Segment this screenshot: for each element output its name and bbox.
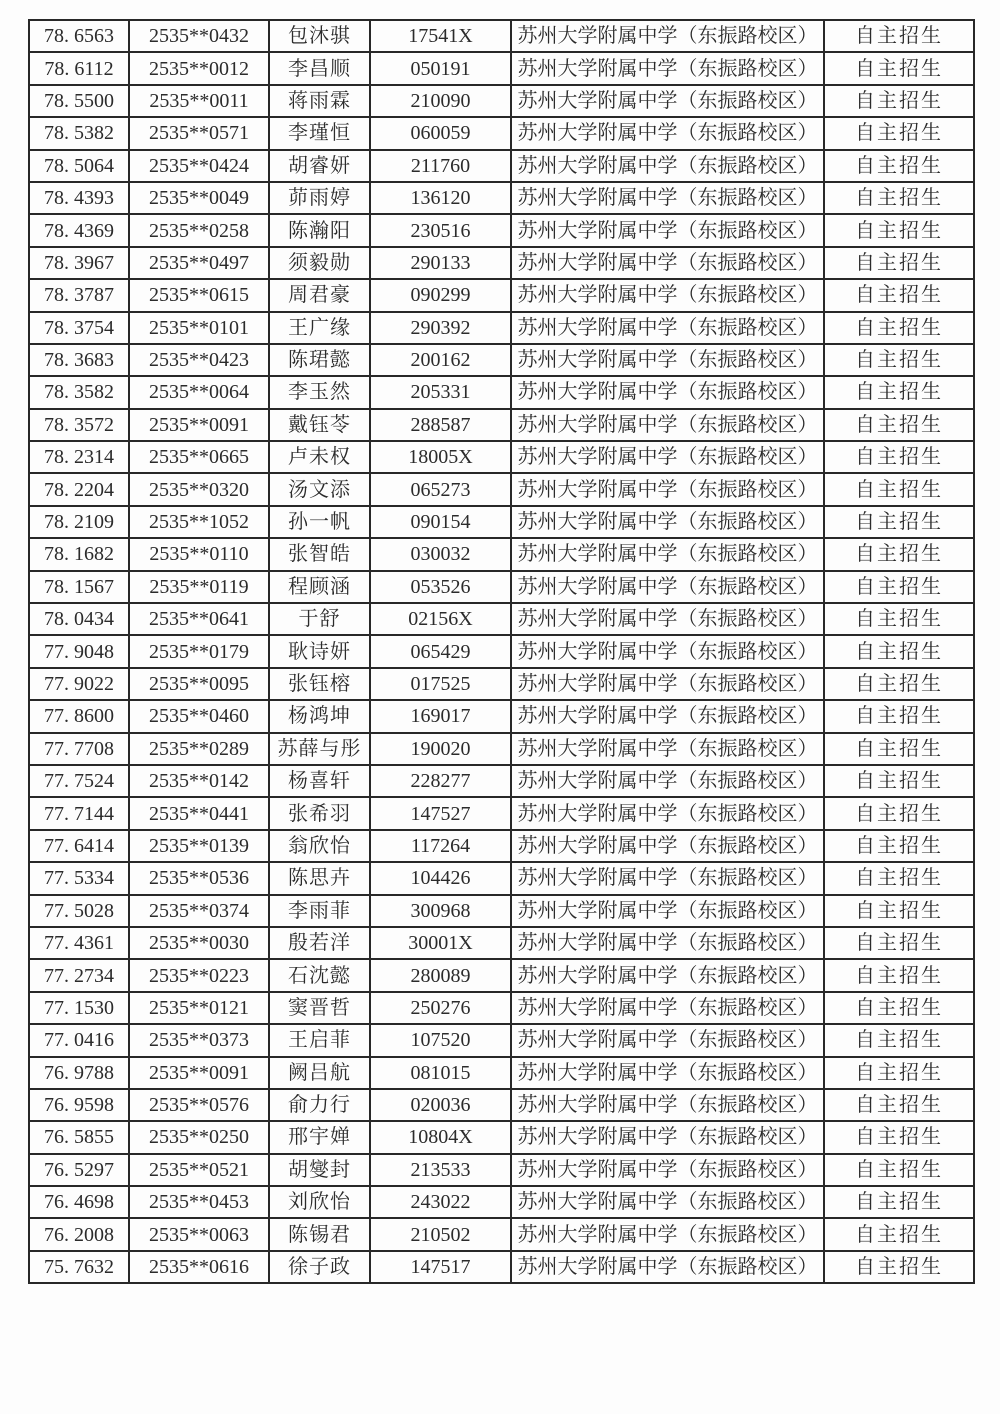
admission-type-cell: 自主招生 (824, 506, 974, 538)
table-row (29, 1186, 974, 1218)
exam-number-cell: 053526 (370, 571, 511, 603)
candidate-id-cell: 2535**0063 (129, 1218, 269, 1250)
candidate-id-cell: 2535**0110 (129, 538, 269, 570)
exam-number-cell: 250276 (370, 992, 511, 1024)
exam-number-cell: 090154 (370, 506, 511, 538)
admission-type-cell: 自主招生 (824, 862, 974, 894)
candidate-id-cell: 2535**0373 (129, 1024, 269, 1056)
admission-type-cell: 自主招生 (824, 312, 974, 344)
table-row (29, 635, 974, 667)
exam-number-cell: 136120 (370, 182, 511, 214)
admission-type-cell: 自主招生 (824, 214, 974, 246)
name-cell: 耿诗妍 (269, 635, 370, 667)
school-cell: 苏州大学附属中学（东振路校区） (511, 1024, 824, 1056)
score-cell: 76. 5297 (29, 1154, 129, 1186)
school-cell: 苏州大学附属中学（东振路校区） (511, 1089, 824, 1121)
school-cell: 苏州大学附属中学（东振路校区） (511, 538, 824, 570)
candidate-id-cell: 2535**0641 (129, 603, 269, 635)
candidate-id-cell: 2535**0119 (129, 571, 269, 603)
admission-table (28, 19, 975, 1284)
table-row (29, 733, 974, 765)
school-cell: 苏州大学附属中学（东振路校区） (511, 376, 824, 408)
admission-type-cell: 自主招生 (824, 830, 974, 862)
name-cell: 张智皓 (269, 538, 370, 570)
score-cell: 78. 0434 (29, 603, 129, 635)
score-cell: 77. 5028 (29, 895, 129, 927)
candidate-id-cell: 2535**0320 (129, 473, 269, 505)
name-cell: 汤文添 (269, 473, 370, 505)
exam-number-cell: 02156X (370, 603, 511, 635)
candidate-id-cell: 2535**0091 (129, 1057, 269, 1089)
school-cell: 苏州大学附属中学（东振路校区） (511, 862, 824, 894)
table-row (29, 312, 974, 344)
score-cell: 78. 4393 (29, 182, 129, 214)
score-cell: 77. 0416 (29, 1024, 129, 1056)
school-cell: 苏州大学附属中学（东振路校区） (511, 1121, 824, 1153)
exam-number-cell: 169017 (370, 700, 511, 732)
exam-number-cell: 081015 (370, 1057, 511, 1089)
table-row (29, 247, 974, 279)
exam-number-cell: 230516 (370, 214, 511, 246)
admission-type-cell: 自主招生 (824, 182, 974, 214)
score-cell: 77. 9048 (29, 635, 129, 667)
school-cell: 苏州大学附属中学（东振路校区） (511, 247, 824, 279)
admission-type-cell: 自主招生 (824, 1057, 974, 1089)
school-cell: 苏州大学附属中学（东振路校区） (511, 959, 824, 991)
school-cell: 苏州大学附属中学（东振路校区） (511, 668, 824, 700)
school-cell: 苏州大学附属中学（东振路校区） (511, 765, 824, 797)
candidate-id-cell: 2535**0497 (129, 247, 269, 279)
name-cell: 卢未权 (269, 441, 370, 473)
candidate-id-cell: 2535**0049 (129, 182, 269, 214)
school-cell: 苏州大学附属中学（东振路校区） (511, 52, 824, 84)
candidate-id-cell: 2535**1052 (129, 506, 269, 538)
school-cell: 苏州大学附属中学（东振路校区） (511, 279, 824, 311)
name-cell: 包沐骐 (269, 20, 370, 52)
candidate-id-cell: 2535**0424 (129, 150, 269, 182)
table-row (29, 506, 974, 538)
exam-number-cell: 065429 (370, 635, 511, 667)
admission-type-cell: 自主招生 (824, 409, 974, 441)
admission-type-cell: 自主招生 (824, 571, 974, 603)
name-cell: 王启菲 (269, 1024, 370, 1056)
admission-type-cell: 自主招生 (824, 117, 974, 149)
exam-number-cell: 228277 (370, 765, 511, 797)
name-cell: 陈锡君 (269, 1218, 370, 1250)
candidate-id-cell: 2535**0250 (129, 1121, 269, 1153)
table-row (29, 992, 974, 1024)
admission-type-cell: 自主招生 (824, 441, 974, 473)
table-row (29, 765, 974, 797)
exam-number-cell: 290392 (370, 312, 511, 344)
admission-type-cell: 自主招生 (824, 52, 974, 84)
name-cell: 石沈懿 (269, 959, 370, 991)
exam-number-cell: 050191 (370, 52, 511, 84)
name-cell: 孙一帆 (269, 506, 370, 538)
admission-type-cell: 自主招生 (824, 797, 974, 829)
name-cell: 杨喜轩 (269, 765, 370, 797)
score-cell: 77. 5334 (29, 862, 129, 894)
exam-number-cell: 065273 (370, 473, 511, 505)
school-cell: 苏州大学附属中学（东振路校区） (511, 344, 824, 376)
exam-number-cell: 205331 (370, 376, 511, 408)
exam-number-cell: 090299 (370, 279, 511, 311)
score-cell: 78. 5382 (29, 117, 129, 149)
name-cell: 须毅勋 (269, 247, 370, 279)
table-row (29, 1121, 974, 1153)
admission-type-cell: 自主招生 (824, 603, 974, 635)
candidate-id-cell: 2535**0101 (129, 312, 269, 344)
score-cell: 77. 9022 (29, 668, 129, 700)
score-cell: 78. 3787 (29, 279, 129, 311)
school-cell: 苏州大学附属中学（东振路校区） (511, 150, 824, 182)
score-cell: 76. 4698 (29, 1186, 129, 1218)
admission-type-cell: 自主招生 (824, 895, 974, 927)
score-cell: 75. 7632 (29, 1251, 129, 1283)
exam-number-cell: 147517 (370, 1251, 511, 1283)
score-cell: 78. 3572 (29, 409, 129, 441)
school-cell: 苏州大学附属中学（东振路校区） (511, 1218, 824, 1250)
score-cell: 77. 1530 (29, 992, 129, 1024)
score-cell: 78. 6112 (29, 52, 129, 84)
school-cell: 苏州大学附属中学（东振路校区） (511, 117, 824, 149)
table-row (29, 85, 974, 117)
admission-type-cell: 自主招生 (824, 344, 974, 376)
school-cell: 苏州大学附属中学（东振路校区） (511, 927, 824, 959)
admission-type-cell: 自主招生 (824, 1218, 974, 1250)
school-cell: 苏州大学附属中学（东振路校区） (511, 409, 824, 441)
name-cell: 苏薛与彤 (269, 733, 370, 765)
candidate-id-cell: 2535**0030 (129, 927, 269, 959)
exam-number-cell: 288587 (370, 409, 511, 441)
admission-type-cell: 自主招生 (824, 376, 974, 408)
table-row (29, 1024, 974, 1056)
exam-number-cell: 243022 (370, 1186, 511, 1218)
table-row (29, 279, 974, 311)
score-cell: 78. 1567 (29, 571, 129, 603)
table-row (29, 214, 974, 246)
table-row (29, 1154, 974, 1186)
candidate-id-cell: 2535**0536 (129, 862, 269, 894)
table-row (29, 668, 974, 700)
score-cell: 76. 2008 (29, 1218, 129, 1250)
school-cell: 苏州大学附属中学（东振路校区） (511, 797, 824, 829)
candidate-id-cell: 2535**0453 (129, 1186, 269, 1218)
name-cell: 张钰榕 (269, 668, 370, 700)
school-cell: 苏州大学附属中学（东振路校区） (511, 830, 824, 862)
admission-type-cell: 自主招生 (824, 1186, 974, 1218)
candidate-id-cell: 2535**0460 (129, 700, 269, 732)
exam-number-cell: 17541X (370, 20, 511, 52)
score-cell: 77. 8600 (29, 700, 129, 732)
name-cell: 李昌顺 (269, 52, 370, 84)
name-cell: 蒋雨霖 (269, 85, 370, 117)
table-row (29, 830, 974, 862)
table-row (29, 1218, 974, 1250)
name-cell: 胡睿妍 (269, 150, 370, 182)
name-cell: 陈珺懿 (269, 344, 370, 376)
school-cell: 苏州大学附属中学（东振路校区） (511, 312, 824, 344)
table-row (29, 473, 974, 505)
exam-number-cell: 030032 (370, 538, 511, 570)
candidate-id-cell: 2535**0571 (129, 117, 269, 149)
score-cell: 77. 4361 (29, 927, 129, 959)
candidate-id-cell: 2535**0374 (129, 895, 269, 927)
table-row (29, 895, 974, 927)
table-row (29, 862, 974, 894)
exam-number-cell: 30001X (370, 927, 511, 959)
score-cell: 76. 9788 (29, 1057, 129, 1089)
admission-type-cell: 自主招生 (824, 700, 974, 732)
admission-type-cell: 自主招生 (824, 733, 974, 765)
admission-type-cell: 自主招生 (824, 765, 974, 797)
exam-number-cell: 117264 (370, 830, 511, 862)
name-cell: 陈思卉 (269, 862, 370, 894)
name-cell: 窦晋哲 (269, 992, 370, 1024)
candidate-id-cell: 2535**0012 (129, 52, 269, 84)
table-row (29, 344, 974, 376)
table-row (29, 797, 974, 829)
name-cell: 胡燮封 (269, 1154, 370, 1186)
name-cell: 戴钰苓 (269, 409, 370, 441)
school-cell: 苏州大学附属中学（东振路校区） (511, 700, 824, 732)
table-row (29, 117, 974, 149)
name-cell: 王广缘 (269, 312, 370, 344)
exam-number-cell: 280089 (370, 959, 511, 991)
school-cell: 苏州大学附属中学（东振路校区） (511, 733, 824, 765)
name-cell: 李瑾恒 (269, 117, 370, 149)
table-row (29, 1089, 974, 1121)
table-row (29, 700, 974, 732)
name-cell: 程顾涵 (269, 571, 370, 603)
exam-number-cell: 060059 (370, 117, 511, 149)
name-cell: 俞力行 (269, 1089, 370, 1121)
admission-type-cell: 自主招生 (824, 992, 974, 1024)
admission-type-cell: 自主招生 (824, 1251, 974, 1283)
exam-number-cell: 190020 (370, 733, 511, 765)
admission-type-cell: 自主招生 (824, 635, 974, 667)
school-cell: 苏州大学附属中学（东振路校区） (511, 441, 824, 473)
school-cell: 苏州大学附属中学（东振路校区） (511, 182, 824, 214)
name-cell: 周君豪 (269, 279, 370, 311)
score-cell: 77. 7144 (29, 797, 129, 829)
admission-type-cell: 自主招生 (824, 85, 974, 117)
school-cell: 苏州大学附属中学（东振路校区） (511, 214, 824, 246)
table-row (29, 603, 974, 635)
candidate-id-cell: 2535**0011 (129, 85, 269, 117)
school-cell: 苏州大学附属中学（东振路校区） (511, 635, 824, 667)
name-cell: 阙吕航 (269, 1057, 370, 1089)
table-row (29, 376, 974, 408)
admission-type-cell: 自主招生 (824, 473, 974, 505)
name-cell: 翁欣怡 (269, 830, 370, 862)
table-row (29, 571, 974, 603)
school-cell: 苏州大学附属中学（东振路校区） (511, 473, 824, 505)
candidate-id-cell: 2535**0665 (129, 441, 269, 473)
school-cell: 苏州大学附属中学（东振路校区） (511, 571, 824, 603)
name-cell: 于舒 (269, 603, 370, 635)
exam-number-cell: 18005X (370, 441, 511, 473)
table-row (29, 441, 974, 473)
admission-type-cell: 自主招生 (824, 279, 974, 311)
table-row (29, 927, 974, 959)
score-cell: 78. 3967 (29, 247, 129, 279)
exam-number-cell: 213533 (370, 1154, 511, 1186)
candidate-id-cell: 2535**0441 (129, 797, 269, 829)
exam-number-cell: 211760 (370, 150, 511, 182)
score-cell: 78. 5064 (29, 150, 129, 182)
school-cell: 苏州大学附属中学（东振路校区） (511, 85, 824, 117)
name-cell: 杨鸿坤 (269, 700, 370, 732)
score-cell: 78. 2314 (29, 441, 129, 473)
candidate-id-cell: 2535**0576 (129, 1089, 269, 1121)
score-cell: 78. 4369 (29, 214, 129, 246)
exam-number-cell: 210090 (370, 85, 511, 117)
name-cell: 张希羽 (269, 797, 370, 829)
admission-type-cell: 自主招生 (824, 1089, 974, 1121)
school-cell: 苏州大学附属中学（东振路校区） (511, 1154, 824, 1186)
candidate-id-cell: 2535**0423 (129, 344, 269, 376)
table-row (29, 52, 974, 84)
score-cell: 76. 9598 (29, 1089, 129, 1121)
table-row (29, 20, 974, 52)
score-cell: 78. 2204 (29, 473, 129, 505)
candidate-id-cell: 2535**0432 (129, 20, 269, 52)
name-cell: 刘欣怡 (269, 1186, 370, 1218)
exam-number-cell: 147527 (370, 797, 511, 829)
table-row (29, 150, 974, 182)
score-cell: 78. 5500 (29, 85, 129, 117)
admission-type-cell: 自主招生 (824, 927, 974, 959)
school-cell: 苏州大学附属中学（东振路校区） (511, 506, 824, 538)
admission-type-cell: 自主招生 (824, 150, 974, 182)
candidate-id-cell: 2535**0258 (129, 214, 269, 246)
school-cell: 苏州大学附属中学（东振路校区） (511, 20, 824, 52)
candidate-id-cell: 2535**0121 (129, 992, 269, 1024)
candidate-id-cell: 2535**0139 (129, 830, 269, 862)
score-cell: 78. 2109 (29, 506, 129, 538)
name-cell: 李玉然 (269, 376, 370, 408)
score-cell: 76. 5855 (29, 1121, 129, 1153)
exam-number-cell: 200162 (370, 344, 511, 376)
candidate-id-cell: 2535**0223 (129, 959, 269, 991)
name-cell: 茆雨婷 (269, 182, 370, 214)
name-cell: 李雨菲 (269, 895, 370, 927)
candidate-id-cell: 2535**0289 (129, 733, 269, 765)
name-cell: 邢宇婵 (269, 1121, 370, 1153)
exam-number-cell: 300968 (370, 895, 511, 927)
admission-type-cell: 自主招生 (824, 1121, 974, 1153)
admission-type-cell: 自主招生 (824, 959, 974, 991)
candidate-id-cell: 2535**0095 (129, 668, 269, 700)
score-cell: 78. 3683 (29, 344, 129, 376)
score-cell: 77. 2734 (29, 959, 129, 991)
table-body (29, 20, 974, 1283)
admission-type-cell: 自主招生 (824, 1024, 974, 1056)
admission-type-cell: 自主招生 (824, 247, 974, 279)
admission-type-cell: 自主招生 (824, 20, 974, 52)
name-cell: 殷若洋 (269, 927, 370, 959)
score-cell: 77. 7524 (29, 765, 129, 797)
table-row (29, 409, 974, 441)
candidate-id-cell: 2535**0615 (129, 279, 269, 311)
score-cell: 78. 6563 (29, 20, 129, 52)
exam-number-cell: 10804X (370, 1121, 511, 1153)
exam-number-cell: 210502 (370, 1218, 511, 1250)
school-cell: 苏州大学附属中学（东振路校区） (511, 895, 824, 927)
candidate-id-cell: 2535**0142 (129, 765, 269, 797)
score-cell: 77. 7708 (29, 733, 129, 765)
candidate-id-cell: 2535**0064 (129, 376, 269, 408)
exam-number-cell: 020036 (370, 1089, 511, 1121)
name-cell: 陈瀚阳 (269, 214, 370, 246)
table-row (29, 1057, 974, 1089)
score-cell: 78. 3754 (29, 312, 129, 344)
candidate-id-cell: 2535**0616 (129, 1251, 269, 1283)
score-cell: 78. 1682 (29, 538, 129, 570)
exam-number-cell: 017525 (370, 668, 511, 700)
admission-type-cell: 自主招生 (824, 1154, 974, 1186)
school-cell: 苏州大学附属中学（东振路校区） (511, 603, 824, 635)
admission-type-cell: 自主招生 (824, 538, 974, 570)
exam-number-cell: 290133 (370, 247, 511, 279)
score-cell: 77. 6414 (29, 830, 129, 862)
admission-type-cell: 自主招生 (824, 668, 974, 700)
score-cell: 78. 3582 (29, 376, 129, 408)
table-row (29, 538, 974, 570)
school-cell: 苏州大学附属中学（东振路校区） (511, 1186, 824, 1218)
school-cell: 苏州大学附属中学（东振路校区） (511, 992, 824, 1024)
candidate-id-cell: 2535**0091 (129, 409, 269, 441)
table-row (29, 182, 974, 214)
candidate-id-cell: 2535**0521 (129, 1154, 269, 1186)
candidate-id-cell: 2535**0179 (129, 635, 269, 667)
exam-number-cell: 104426 (370, 862, 511, 894)
table-row (29, 959, 974, 991)
school-cell: 苏州大学附属中学（东振路校区） (511, 1057, 824, 1089)
school-cell: 苏州大学附属中学（东振路校区） (511, 1251, 824, 1283)
table-row (29, 1251, 974, 1283)
exam-number-cell: 107520 (370, 1024, 511, 1056)
name-cell: 徐子政 (269, 1251, 370, 1283)
